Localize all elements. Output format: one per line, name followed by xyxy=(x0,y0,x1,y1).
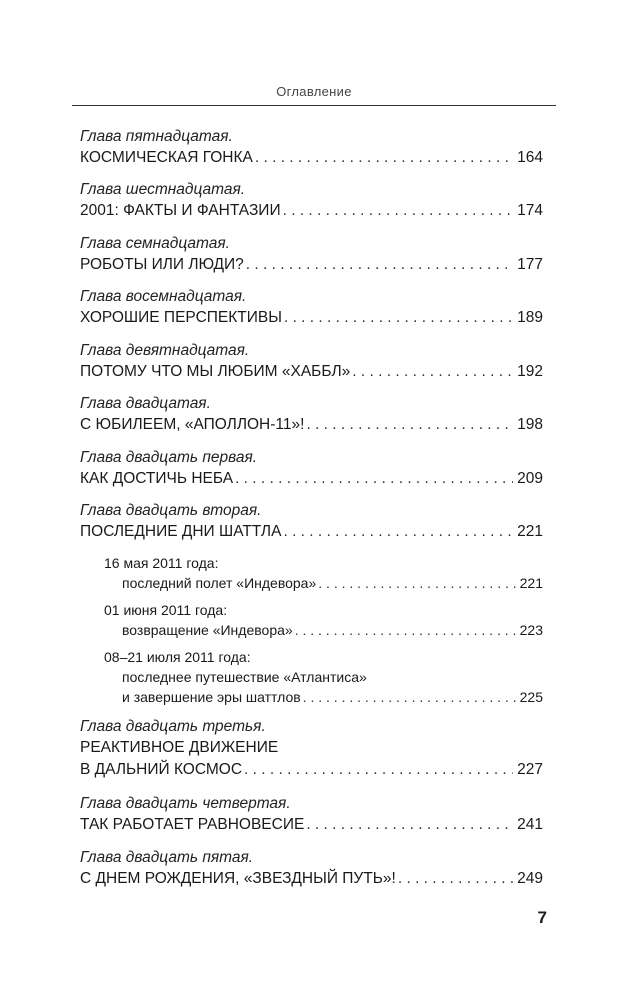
chapter-title: ПОСЛЕДНИЕ ДНИ ШАТТЛА xyxy=(80,523,282,540)
leader-dots xyxy=(283,200,514,222)
subentry-title: последний полет «Индевора» xyxy=(122,575,317,591)
page-ref: 223 xyxy=(519,622,543,638)
toc-entry-ch19 xyxy=(80,341,543,383)
leader-dots xyxy=(235,468,513,490)
toc-entry-ch16 xyxy=(80,180,543,222)
chapter-label: Глава семнадцатая. xyxy=(80,235,230,252)
page-number: 7 xyxy=(537,908,547,927)
toc-entry-ch18 xyxy=(80,287,543,329)
chapter-title: ПОТОМУ ЧТО МЫ ЛЮБИМ «ХАББЛ» xyxy=(80,363,351,380)
toc-entry-ch20 xyxy=(80,394,543,436)
toc-entry-ch21 xyxy=(80,448,543,490)
chapter-label: Глава двадцать первая. xyxy=(80,449,258,466)
toc-entry-ch24 xyxy=(80,794,543,836)
header-rule xyxy=(72,105,556,106)
chapter-label: Глава двадцать третья. xyxy=(80,718,266,735)
leader-dots xyxy=(244,759,513,781)
page-ref: 189 xyxy=(517,309,543,326)
leader-dots xyxy=(306,414,513,436)
page-ref: 192 xyxy=(517,363,543,380)
chapter-title: ХОРОШИЕ ПЕРСПЕКТИВЫ xyxy=(80,309,282,326)
page-ref: 221 xyxy=(517,523,543,540)
chapter-title: 2001: ФАКТЫ И ФАНТАЗИИ xyxy=(80,202,281,219)
leader-dots xyxy=(318,573,515,593)
chapter-label: Глава пятнадцатая. xyxy=(80,128,233,145)
chapter-label: Глава двадцатая. xyxy=(80,395,211,412)
leader-dots xyxy=(303,687,516,707)
leader-dots xyxy=(398,868,513,890)
leader-dots xyxy=(255,147,513,169)
chapter-label: Глава двадцать вторая. xyxy=(80,502,262,519)
toc-entry-ch15 xyxy=(80,127,543,169)
running-header: Оглавление xyxy=(276,84,352,99)
page-ref: 249 xyxy=(517,870,543,887)
page-ref: 198 xyxy=(517,416,543,433)
subentry-date: 08–21 июля 2011 года: xyxy=(104,649,251,665)
page-ref: 227 xyxy=(517,761,543,778)
chapter-label: Глава девятнадцатая. xyxy=(80,342,250,359)
page-ref: 241 xyxy=(517,816,543,833)
toc-entry-ch17 xyxy=(80,234,543,276)
subentry-date: 16 мая 2011 года: xyxy=(104,555,219,571)
subentry-title: и завершение эры шаттлов xyxy=(122,689,301,705)
toc-subentry-1 xyxy=(104,553,543,593)
leader-dots xyxy=(295,620,516,640)
chapter-label: Глава двадцать пятая. xyxy=(80,849,254,866)
chapter-title: ТАК РАБОТАЕТ РАВНОВЕСИЕ xyxy=(80,816,305,833)
leader-dots xyxy=(284,307,513,329)
chapter-label: Глава двадцать четвертая. xyxy=(80,795,291,812)
subentry-title-line1: последнее путешествие «Атлантиса» xyxy=(122,669,367,685)
chapter-title-line1: РЕАКТИВНОЕ ДВИЖЕНИЕ xyxy=(80,739,279,756)
chapter-label: Глава шестнадцатая. xyxy=(80,181,246,198)
page-ref: 225 xyxy=(519,689,543,705)
page-ref: 209 xyxy=(517,470,543,487)
chapter-title: РОБОТЫ ИЛИ ЛЮДИ? xyxy=(80,256,244,273)
toc-subentry-2 xyxy=(104,600,543,640)
leader-dots xyxy=(306,814,513,836)
toc-entry-ch25 xyxy=(80,848,543,890)
leader-dots xyxy=(246,254,513,276)
toc-entry-ch22 xyxy=(80,501,543,543)
toc-subentry-3 xyxy=(104,647,543,707)
chapter-title: В ДАЛЬНИЙ КОСМОС xyxy=(80,761,243,778)
leader-dots xyxy=(283,521,513,543)
leader-dots xyxy=(352,361,513,383)
page-ref: 174 xyxy=(517,202,543,219)
subentry-title: возвращение «Индевора» xyxy=(122,622,293,638)
chapter-label: Глава восемнадцатая. xyxy=(80,288,247,305)
page-ref: 177 xyxy=(517,256,543,273)
chapter-title: С ЮБИЛЕЕМ, «АПОЛЛОН-11»! xyxy=(80,416,305,433)
chapter-title: КОСМИЧЕСКАЯ ГОНКА xyxy=(80,149,253,166)
page-ref: 164 xyxy=(517,149,543,166)
subentry-date: 01 июня 2011 года: xyxy=(104,602,228,618)
toc-entry-ch23 xyxy=(80,717,543,781)
chapter-title: С ДНЕМ РОЖДЕНИЯ, «ЗВЕЗДНЫЙ ПУТЬ»! xyxy=(80,870,396,887)
page-ref: 221 xyxy=(519,575,543,591)
chapter-title: КАК ДОСТИЧЬ НЕБА xyxy=(80,470,234,487)
